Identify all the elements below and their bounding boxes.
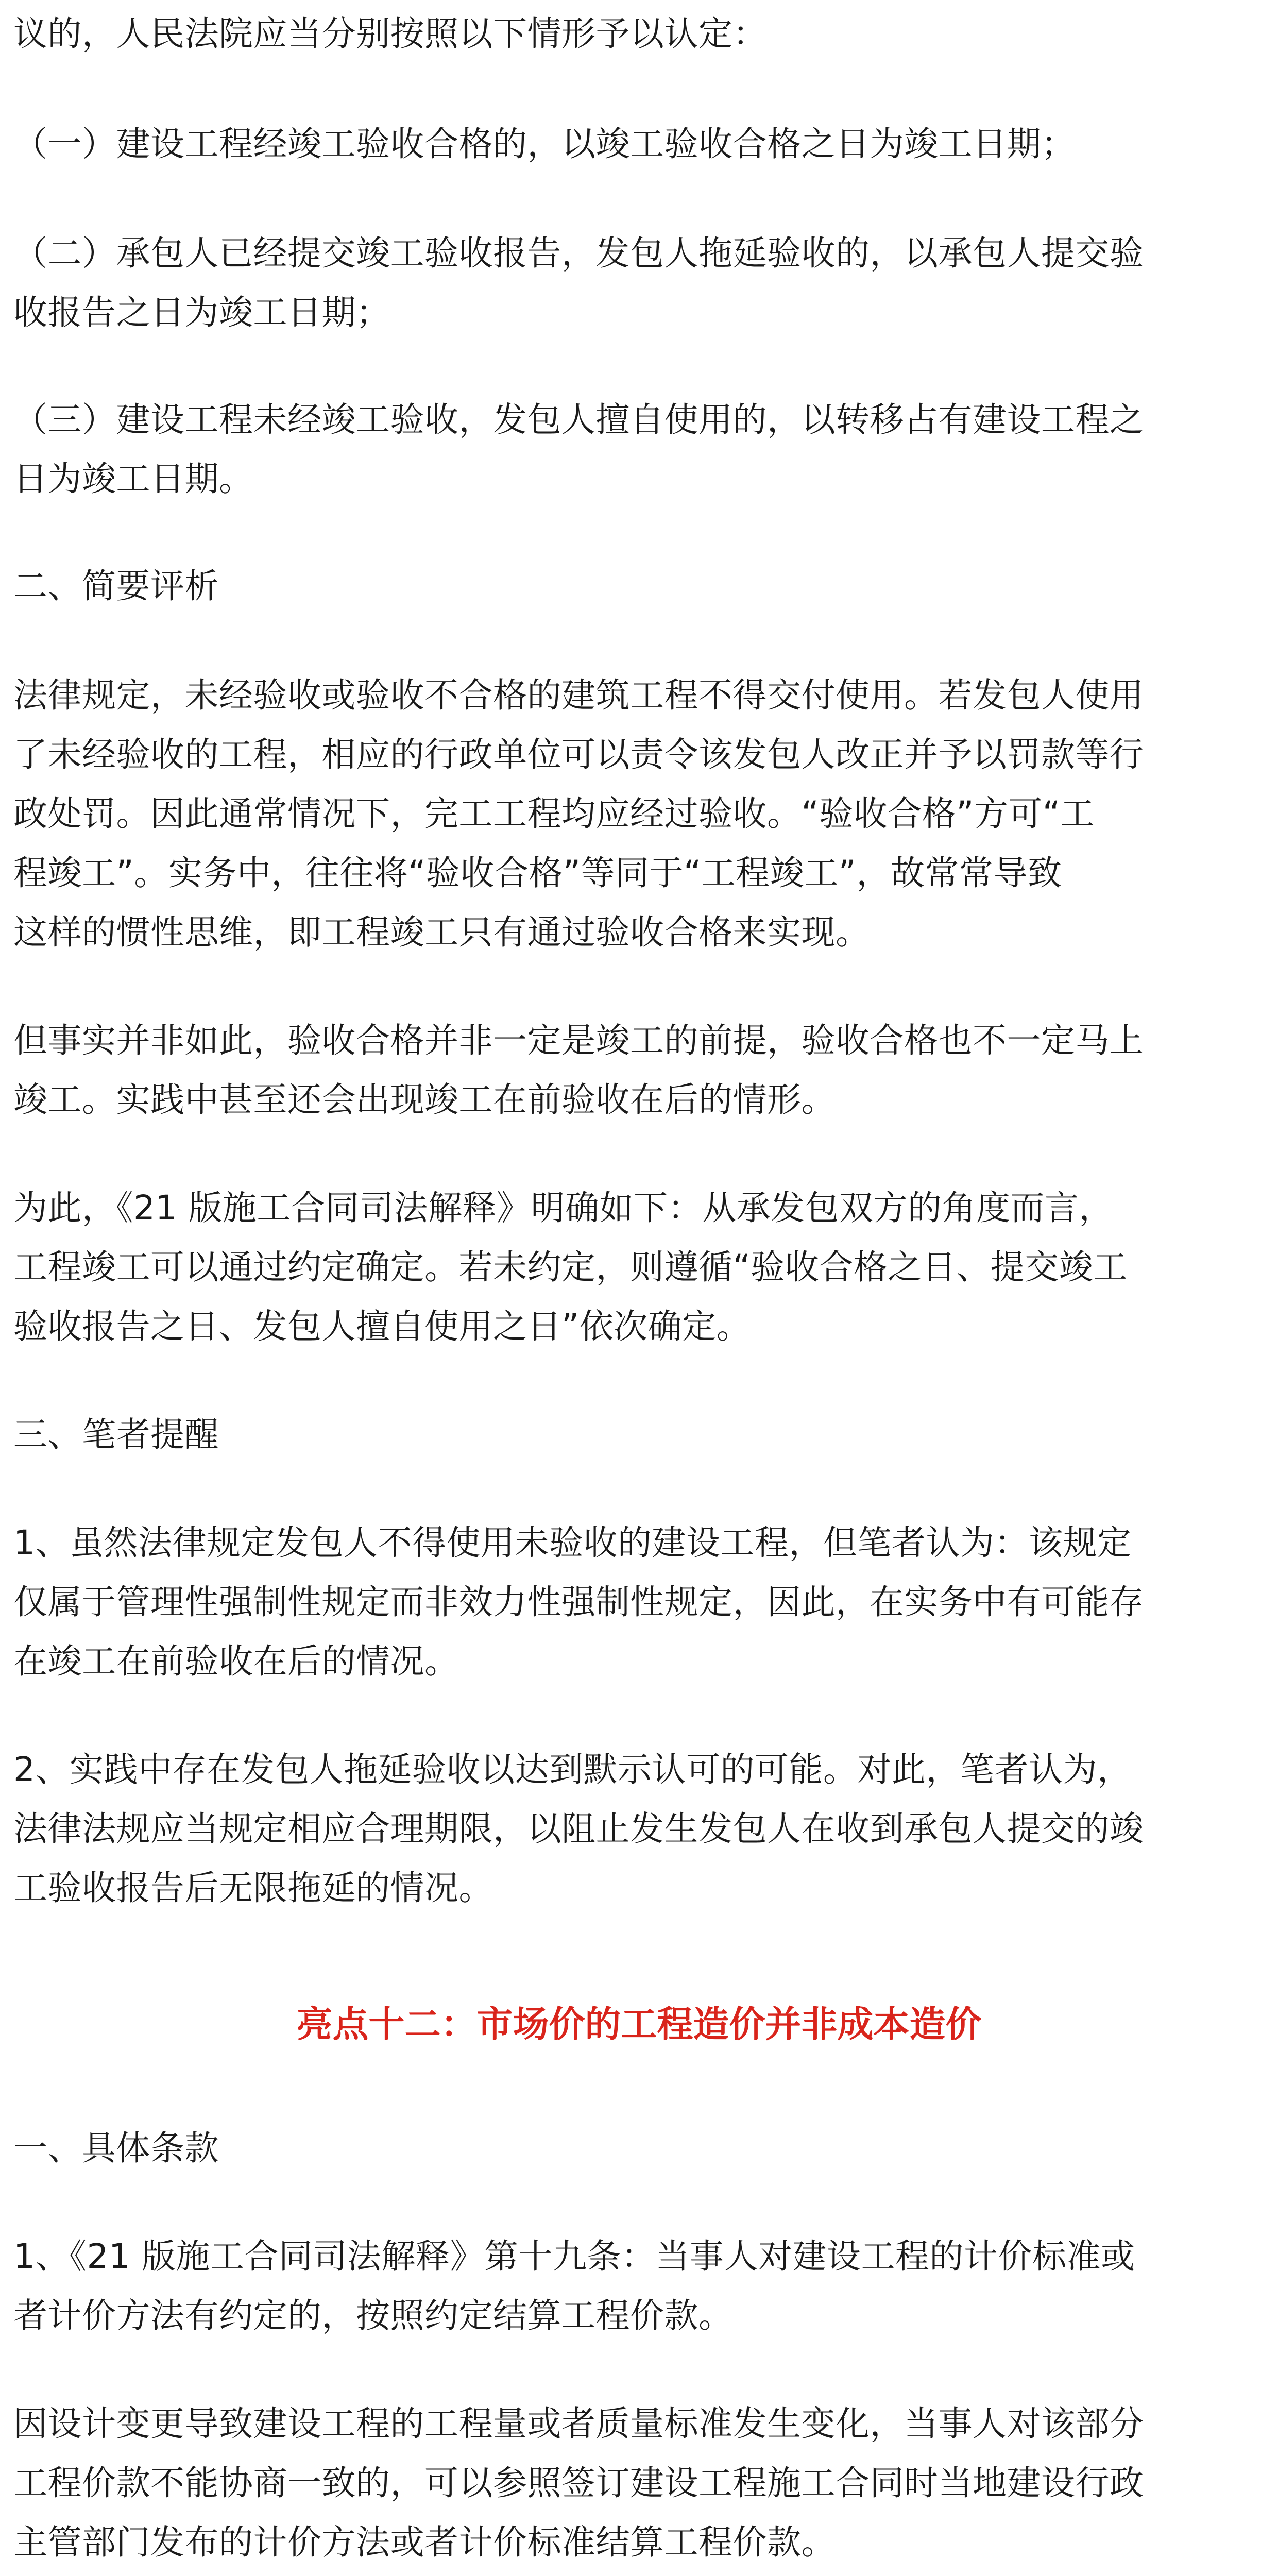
text-line: 法律法规应当规定相应合理期限，以阻止发生发包人在收到承包人提交的竣 bbox=[13, 1809, 1144, 1849]
text-line: 为此，《21 版施工合同司法解释》明确如下：从承发包双方的角度而言， bbox=[13, 1188, 1113, 1228]
text-line: 工程价款不能协商一致的，可以参照签订建设工程施工合同时当地建设行政 bbox=[13, 2463, 1144, 2503]
text-line: 政处罚。因此通常情况下，完工工程均应经过验收。“验收合格”方可“工 bbox=[13, 794, 1095, 834]
text-line: （三）建设工程未经竣工验收，发包人擅自使用的，以转移占有建设工程之 bbox=[13, 400, 1144, 439]
section-title: 一、具体条款 bbox=[13, 2128, 219, 2168]
text-line: 收报告之日为竣工日期； bbox=[13, 293, 390, 332]
highlight-heading: 亮点十二：市场价的工程造价并非成本造价 bbox=[296, 2003, 982, 2045]
text-line: 2、实践中存在发包人拖延验收以达到默示认可的可能。对此，笔者认为， bbox=[13, 1750, 1132, 1789]
section-title: 二、简要评析 bbox=[13, 566, 219, 606]
text-line: 议的，人民法院应当分别按照以下情形予以认定： bbox=[13, 14, 767, 54]
text-line: 日为竣工日期。 bbox=[13, 459, 253, 499]
text-line: 程竣工”。实务中，往往将“验收合格”等同于“工程竣工”，故常常导致 bbox=[13, 853, 1062, 893]
text-line: （一）建设工程经竣工验收合格的，以竣工验收合格之日为竣工日期； bbox=[13, 124, 1076, 164]
text-line: 1、虽然法律规定发包人不得使用未验收的建设工程，但笔者认为：该规定 bbox=[13, 1523, 1132, 1563]
text-line: （二）承包人已经提交竣工验收报告，发包人拖延验收的，以承包人提交验 bbox=[13, 233, 1144, 273]
text-line: 在竣工在前验收在后的情况。 bbox=[13, 1641, 459, 1681]
text-line: 仅属于管理性强制性规定而非效力性强制性规定，因此，在实务中有可能存 bbox=[13, 1582, 1144, 1622]
text-line: 主管部门发布的计价方法或者计价标准结算工程价款。 bbox=[13, 2522, 836, 2562]
text-line: 因设计变更导致建设工程的工程量或者质量标准发生变化，当事人对该部分 bbox=[13, 2404, 1144, 2444]
text-line: 竣工。实践中甚至还会出现竣工在前验收在后的情形。 bbox=[13, 1080, 836, 1120]
text-line: 法律规定，未经验收或验收不合格的建筑工程不得交付使用。若发包人使用 bbox=[13, 675, 1144, 715]
text-line: 这样的惯性思维，即工程竣工只有通过验收合格来实现。 bbox=[13, 912, 870, 952]
text-line: 工验收报告后无限拖延的情况。 bbox=[13, 1868, 493, 1908]
text-line: 验收报告之日、发包人擅自使用之日”依次确定。 bbox=[13, 1307, 751, 1346]
text-line: 1、《21 版施工合同司法解释》第十九条：当事人对建设工程的计价标准或 bbox=[13, 2236, 1135, 2276]
text-line: 了未经验收的工程，相应的行政单位可以责令该发包人改正并予以罚款等行 bbox=[13, 735, 1144, 774]
text-line: 工程竣工可以通过约定确定。若未约定，则遵循“验收合格之日、提交竣工 bbox=[13, 1247, 1128, 1287]
section-title: 三、笔者提醒 bbox=[13, 1415, 219, 1454]
text-line: 但事实并非如此，验收合格并非一定是竣工的前提，验收合格也不一定马上 bbox=[13, 1021, 1144, 1060]
text-line: 者计价方法有约定的，按照约定结算工程价款。 bbox=[13, 2296, 733, 2335]
